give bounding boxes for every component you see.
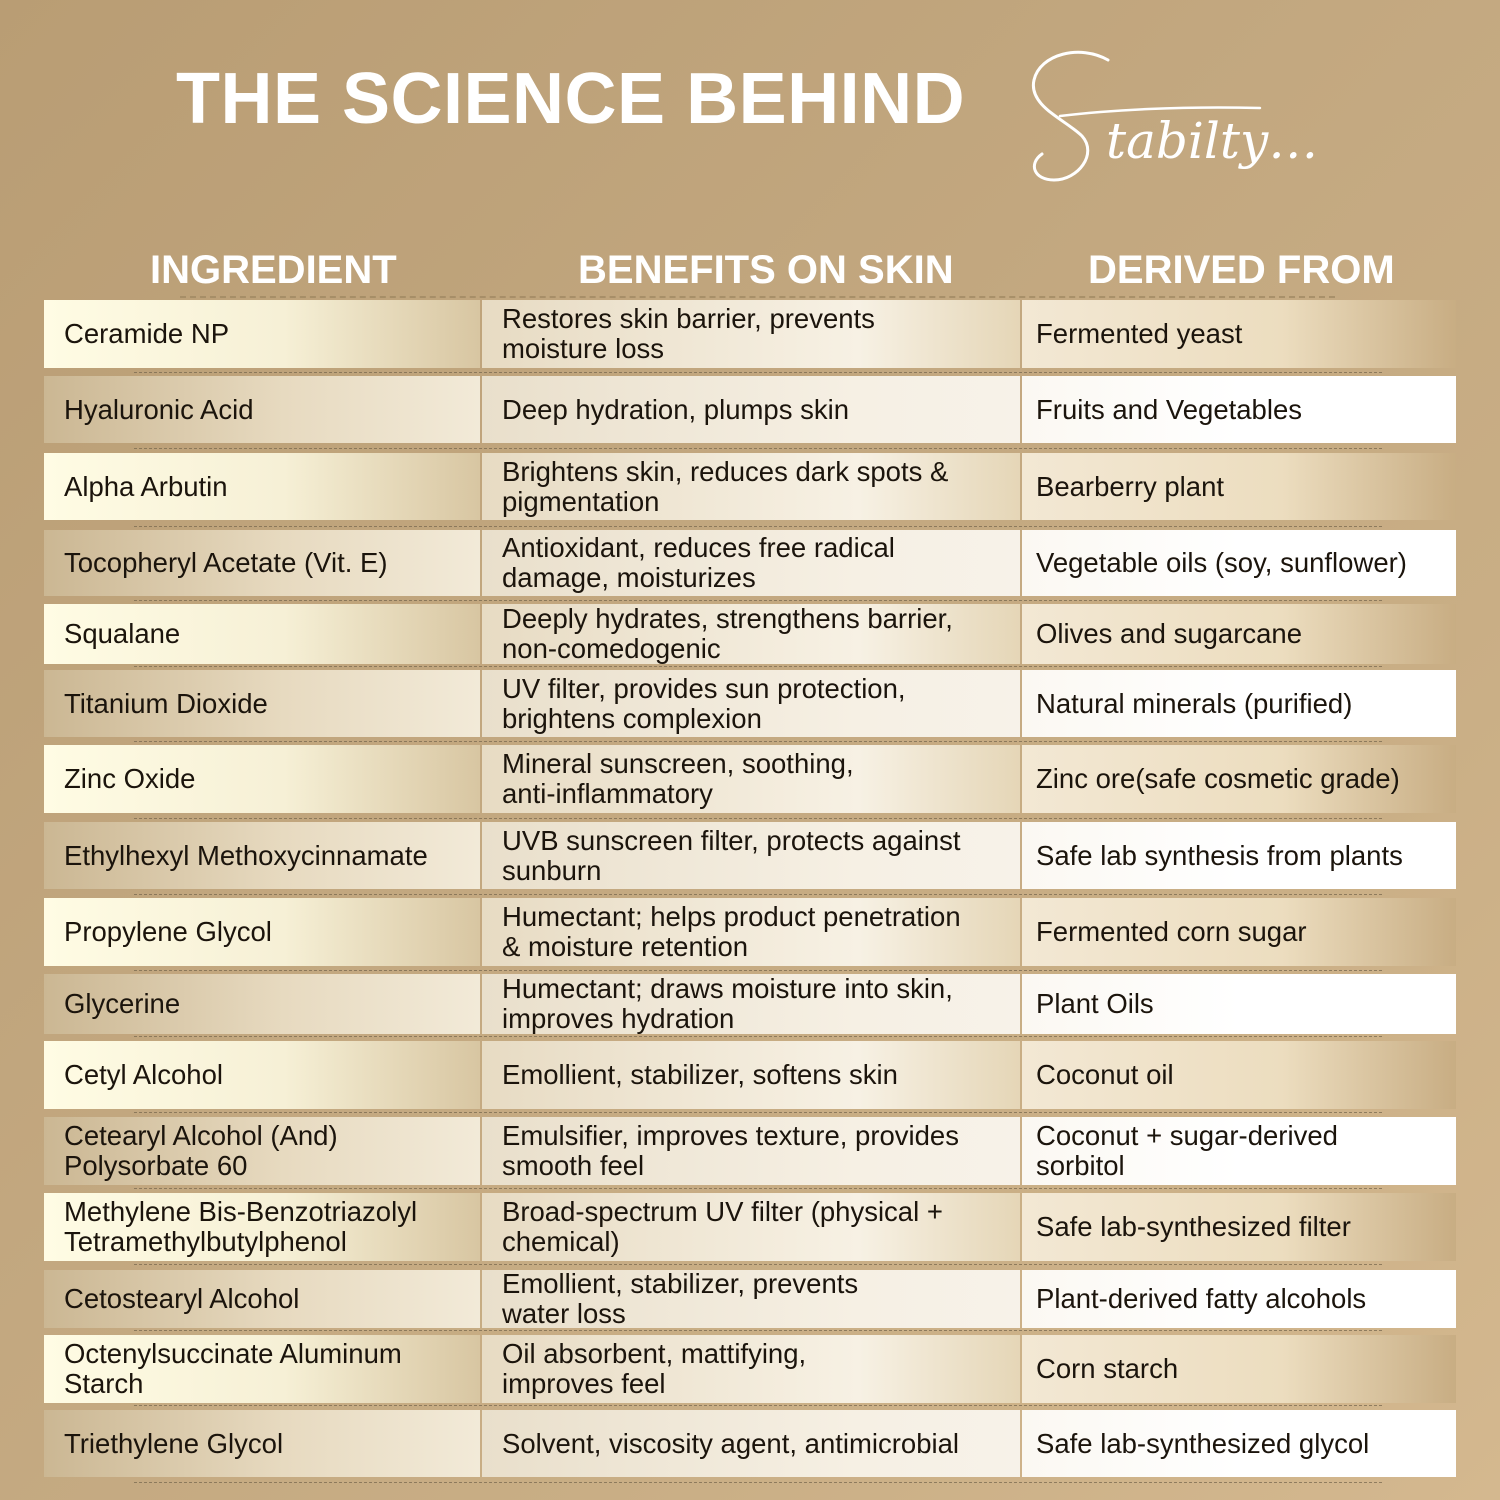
table-row (44, 453, 1456, 520)
table-row (44, 1193, 1456, 1261)
derived-from-cell: Safe lab-synthesized filter (1022, 1193, 1456, 1261)
derived-from-cell: Plant Oils (1022, 974, 1456, 1034)
ingredient-cell: Hyaluronic Acid (44, 376, 480, 443)
column-header-benefits: BENEFITS ON SKIN (578, 248, 954, 292)
ingredient-cell: Ethylhexyl Methoxycinnamate (44, 822, 480, 889)
benefits-cell: Deeply hydrates, strengthens barrier, non-comedogenic (482, 604, 1020, 664)
benefits-cell: Brightens skin, reduces dark spots & pigmentation (482, 453, 1020, 520)
ingredient-cell: Titanium Dioxide (44, 670, 480, 737)
row-divider (134, 1330, 1382, 1331)
row-divider (134, 1188, 1382, 1189)
derived-from-cell: Natural minerals (purified) (1022, 670, 1456, 737)
row-divider (134, 372, 1382, 373)
benefits-cell: Emulsifier, improves texture, provides smooth feel (482, 1117, 1020, 1185)
table-row (44, 670, 1456, 737)
svg-text:tabilty…: tabilty… (1106, 112, 1319, 170)
benefits-cell: Broad-spectrum UV filter (physical + chemical) (482, 1193, 1020, 1261)
page-title: THE SCIENCE BEHIND (176, 59, 966, 139)
benefits-cell: Emollient, stabilizer, softens skin (482, 1041, 1020, 1109)
ingredient-cell: Methylene Bis-Benzotriazolyl Tetramethylbutylphenol (44, 1193, 480, 1261)
benefits-cell: Deep hydration, plumps skin (482, 376, 1020, 443)
row-divider (134, 666, 1382, 667)
ingredient-cell: Tocopheryl Acetate (Vit. E) (44, 530, 480, 596)
benefits-cell: Emollient, stabilizer, prevents water loss (482, 1270, 1020, 1328)
row-divider (134, 526, 1382, 527)
benefits-cell: Antioxidant, reduces free radical damage, moisturizes (482, 530, 1020, 596)
ingredient-cell: Triethylene Glycol (44, 1410, 480, 1477)
row-divider (134, 1264, 1382, 1265)
ingredient-cell: Ceramide NP (44, 300, 480, 368)
table-row (44, 745, 1456, 813)
benefits-cell: Oil absorbent, mattifying, improves feel (482, 1335, 1020, 1403)
derived-from-cell: Olives and sugarcane (1022, 604, 1456, 664)
table-row (44, 1041, 1456, 1109)
table-row (44, 376, 1456, 443)
derived-from-cell: Fermented corn sugar (1022, 898, 1456, 966)
derived-from-cell: Zinc ore(safe cosmetic grade) (1022, 745, 1456, 813)
ingredient-cell: Octenylsuccinate Aluminum Starch (44, 1335, 480, 1403)
column-header-derived: DERIVED FROM (1088, 248, 1395, 292)
derived-from-cell: Coconut oil (1022, 1041, 1456, 1109)
row-divider (134, 1405, 1382, 1406)
ingredient-cell: Zinc Oxide (44, 745, 480, 813)
row-divider (134, 1036, 1382, 1037)
ingredient-cell: Alpha Arbutin (44, 453, 480, 520)
derived-from-cell: Bearberry plant (1022, 453, 1456, 520)
row-divider (134, 1482, 1382, 1483)
derived-from-cell: Corn starch (1022, 1335, 1456, 1403)
benefits-cell: Solvent, viscosity agent, antimicrobial (482, 1410, 1020, 1477)
table-row (44, 1270, 1456, 1328)
derived-from-cell: Fermented yeast (1022, 300, 1456, 368)
table-row (44, 1335, 1456, 1403)
benefits-cell: UVB sunscreen filter, protects against sunburn (482, 822, 1020, 889)
ingredient-cell: Squalane (44, 604, 480, 664)
derived-from-cell: Safe lab synthesis from plants (1022, 822, 1456, 889)
derived-from-cell: Coconut + sugar-derived sorbitol (1022, 1117, 1456, 1185)
benefits-cell: Mineral sunscreen, soothing, anti-inflammatory (482, 745, 1020, 813)
derived-from-cell: Safe lab-synthesized glycol (1022, 1410, 1456, 1477)
ingredient-cell: Propylene Glycol (44, 898, 480, 966)
row-divider (134, 1112, 1382, 1113)
derived-from-cell: Fruits and Vegetables (1022, 376, 1456, 443)
table-row (44, 300, 1456, 368)
ingredient-cell: Cetearyl Alcohol (And) Polysorbate 60 (44, 1117, 480, 1185)
column-header-ingredient: INGREDIENT (150, 248, 397, 292)
table-row (44, 1117, 1456, 1185)
row-divider (134, 600, 1382, 601)
ingredient-cell: Cetostearyl Alcohol (44, 1270, 480, 1328)
table-row (44, 898, 1456, 966)
row-divider (134, 818, 1382, 819)
table-row (44, 530, 1456, 596)
row-divider (134, 970, 1382, 971)
derived-from-cell: Vegetable oils (soy, sunflower) (1022, 530, 1456, 596)
row-divider (134, 894, 1382, 895)
benefits-cell: UV filter, provides sun protection, brightens complexion (482, 670, 1020, 737)
row-divider (134, 448, 1382, 449)
benefits-cell: Humectant; draws moisture into skin, improves hydration (482, 974, 1020, 1034)
benefits-cell: Restores skin barrier, prevents moisture loss (482, 300, 1020, 368)
table-row (44, 822, 1456, 889)
ingredient-cell: Cetyl Alcohol (44, 1041, 480, 1109)
benefits-cell: Humectant; helps product penetration & moisture retention (482, 898, 1020, 966)
row-divider (134, 741, 1382, 742)
table-row (44, 1410, 1456, 1477)
table-row (44, 974, 1456, 1034)
ingredient-cell: Glycerine (44, 974, 480, 1034)
derived-from-cell: Plant-derived fatty alcohols (1022, 1270, 1456, 1328)
table-row (44, 604, 1456, 664)
